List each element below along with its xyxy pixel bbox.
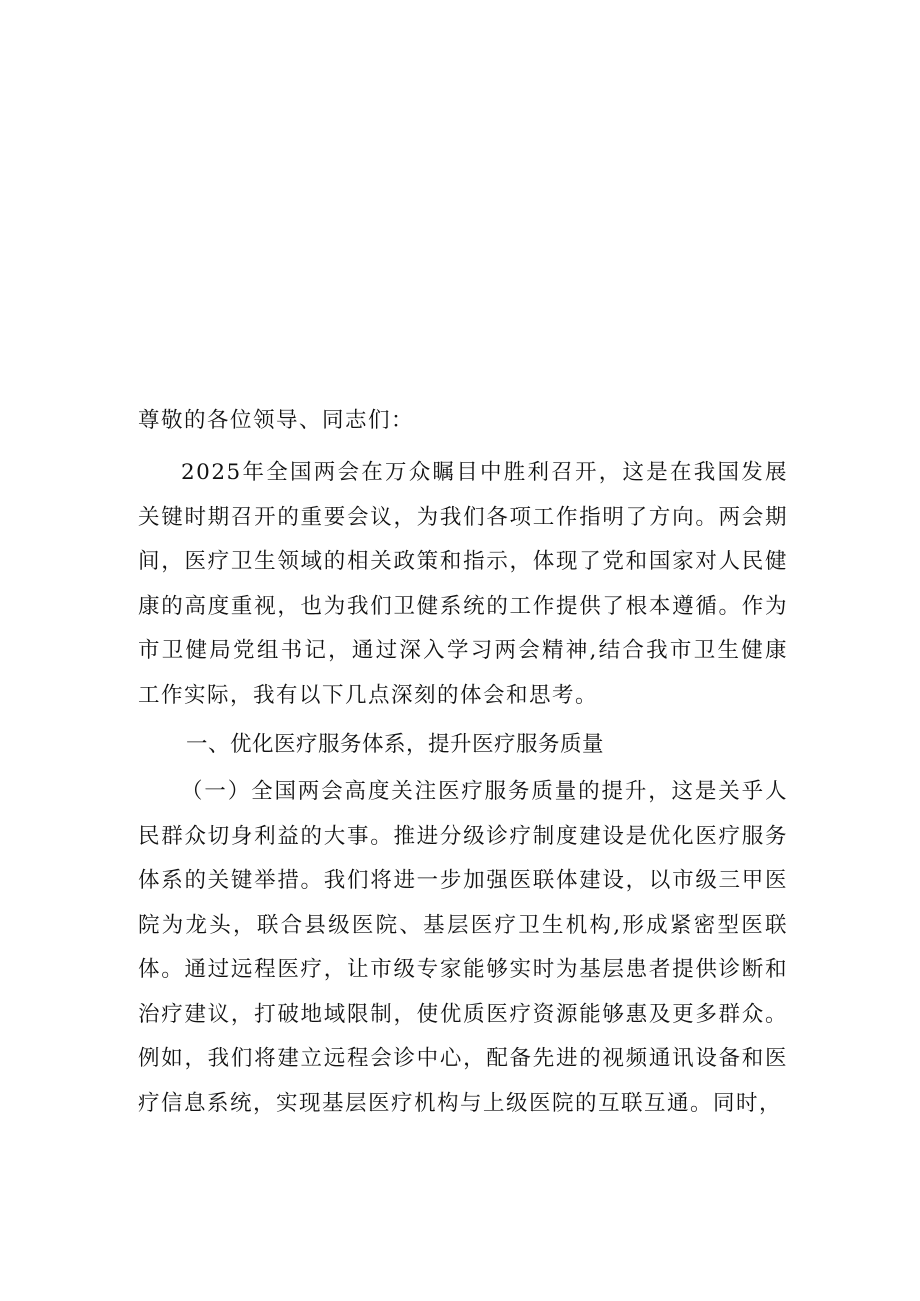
intro-paragraph: 2025年全国两会在万众瞩目中胜利召开，这是在我国发展关键时期召开的重要会议，为我们各项工作指明了方向。两会期间，医疗卫生领域的相关政策和指示，体现了党和国家对人民健康的高度重视，也为我们卫健系统的工作提供了根本遵循。作为市卫健局党组书记，通过深入学习两会精神,结合我市卫生健康工作实际，我有以下几点深刻的体会和思考。 bbox=[138, 460, 788, 708]
section-heading: 一、优化医疗服务体系，提升医疗服务质量 bbox=[186, 732, 605, 757]
subsection-paragraph: （一）全国两会高度关注医疗服务质量的提升，这是关乎人民群众切身利益的大事。推进分级诊疗制度建设是优化医疗服务体系的关键举措。我们将进一步加强医联体建设，以市级三甲医院为龙头，联合县级医院、基层医疗卫生机构,形成紧密型医联体。通过远程医疗，让市级专家能够实时为基层患者提供诊断和治疗建议，打破地域限制，使优质医疗资源能够惠及更多群众。例如，我们将建立远程会诊中心，配备先进的视频通讯设备和医疗信息系统，实现基层医疗机构与上级医院的互联互通。同时， bbox=[138, 779, 788, 1116]
salutation: 尊敬的各位领导、同志们： bbox=[138, 408, 415, 433]
document-body bbox=[138, 400, 788, 1126]
